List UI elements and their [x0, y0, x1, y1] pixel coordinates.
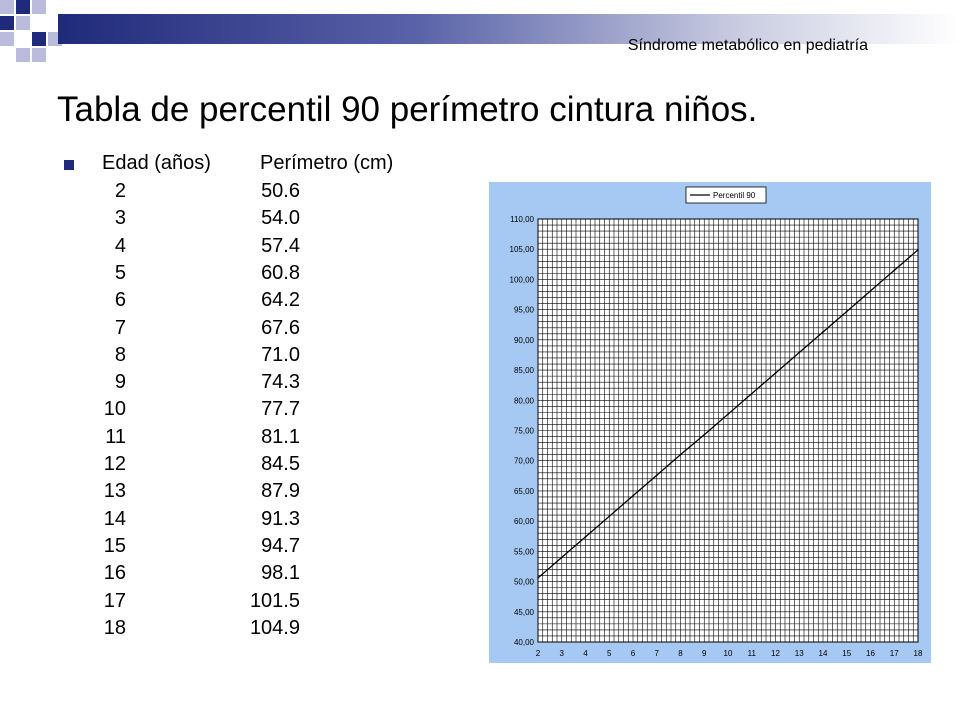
decor-square — [32, 32, 46, 46]
slide-title: Tabla de percentil 90 perímetro cintura niños. — [57, 90, 758, 129]
table-cell-age: 12 — [103, 453, 126, 475]
x-tick-label: 17 — [889, 649, 899, 658]
decor-square — [32, 0, 46, 14]
table-cell-age: 8 — [114, 343, 126, 366]
table-cell-perimeter: 54.0 — [261, 207, 300, 230]
data-point — [798, 352, 800, 354]
data-point — [703, 434, 705, 436]
decor-square — [16, 0, 30, 14]
y-tick-label: 50,00 — [513, 577, 534, 587]
data-point — [680, 454, 682, 456]
y-tick-label: 95,00 — [513, 305, 534, 315]
x-tick-label: 14 — [818, 649, 828, 658]
table-cell-age: 2 — [114, 180, 126, 202]
x-tick-label: 13 — [794, 649, 804, 658]
table-cell-age: 3 — [114, 207, 126, 230]
table-cell-perimeter: 98.1 — [261, 562, 300, 585]
y-tick-label: 70,00 — [513, 456, 534, 466]
x-tick-label: 2 — [535, 649, 541, 658]
y-tick-label: 90,00 — [513, 335, 534, 345]
data-point — [632, 495, 634, 497]
decor-square — [16, 48, 30, 62]
data-point — [917, 249, 919, 251]
table-cell-age: 9 — [114, 371, 126, 394]
x-tick-label: 12 — [771, 649, 780, 658]
table-cell-age: 5 — [114, 261, 126, 284]
table-cell-age: 6 — [114, 289, 126, 312]
bullet-square-icon — [64, 160, 74, 170]
data-point — [870, 290, 872, 292]
x-tick-label: 18 — [913, 649, 923, 658]
table-cell-age: 17 — [103, 589, 126, 612]
table-cell-perimeter: 60.8 — [261, 261, 300, 284]
table-cell-perimeter: 101.5 — [249, 589, 300, 612]
table-cell-perimeter: 77.7 — [261, 398, 300, 421]
y-tick-label: 55,00 — [513, 547, 534, 557]
table-cell-perimeter: 84.5 — [261, 453, 300, 475]
column-header-age: Edad (años) — [102, 152, 211, 174]
table-cell-perimeter: 87.9 — [261, 480, 300, 503]
table-cell-age: 18 — [103, 616, 126, 639]
table-cell-perimeter: 67.6 — [261, 316, 300, 339]
line-chart — [489, 182, 931, 663]
table-cell-perimeter: 74.3 — [261, 371, 300, 394]
decor-square — [32, 48, 46, 62]
data-point — [893, 270, 895, 272]
decor-square — [16, 16, 30, 30]
x-tick-label: 8 — [678, 649, 683, 658]
table-cell-perimeter: 64.2 — [261, 289, 300, 312]
slide-subtitle: Síndrome metabólico en pediatría — [627, 37, 868, 54]
table-cell-age: 7 — [114, 316, 126, 339]
x-tick-label: 9 — [702, 649, 707, 658]
table-cell-perimeter: 50.6 — [261, 180, 300, 202]
table-cell-age: 11 — [105, 425, 126, 448]
y-tick-label: 60,00 — [513, 517, 534, 527]
table-cell-perimeter: 81.1 — [261, 425, 300, 448]
x-tick-label: 15 — [842, 649, 852, 658]
legend-label: Percentil 90 — [713, 191, 756, 200]
data-point — [775, 372, 777, 374]
x-tick-label: 6 — [630, 649, 636, 658]
decor-square — [0, 0, 14, 14]
y-tick-label: 80,00 — [513, 396, 534, 406]
table-cell-perimeter: 94.7 — [261, 534, 300, 557]
data-point — [846, 311, 848, 313]
x-tick-label: 10 — [723, 649, 733, 658]
table-cell-age: 10 — [103, 398, 126, 421]
data-point — [537, 577, 539, 579]
y-tick-label: 75,00 — [513, 426, 534, 436]
y-tick-label: 85,00 — [513, 366, 534, 376]
x-tick-label: 16 — [866, 649, 875, 658]
y-tick-label: 65,00 — [513, 486, 534, 496]
table-cell-perimeter: 57.4 — [261, 234, 300, 257]
data-point — [822, 331, 824, 333]
decor-square — [0, 16, 14, 30]
y-tick-label: 100,00 — [509, 275, 534, 285]
y-tick-label: 105,00 — [509, 245, 534, 255]
x-tick-label: 7 — [654, 649, 659, 658]
data-point — [585, 536, 587, 538]
column-header-perimeter: Perímetro (cm) — [260, 152, 394, 174]
data-point — [751, 393, 753, 395]
data-point — [727, 413, 729, 415]
table-cell-perimeter: 91.3 — [261, 507, 300, 530]
table-cell-age: 16 — [103, 562, 126, 585]
x-tick-label: 4 — [583, 649, 588, 658]
table-cell-age: 15 — [103, 534, 126, 557]
table-cell-age: 13 — [103, 480, 126, 503]
data-point — [561, 557, 563, 559]
x-tick-label: 3 — [559, 649, 564, 658]
table-cell-perimeter: 71.0 — [261, 343, 300, 366]
data-point — [656, 474, 658, 476]
y-tick-label: 45,00 — [513, 607, 534, 617]
table-cell-age: 14 — [103, 507, 126, 530]
chart-panel — [489, 182, 931, 663]
table-cell-age: 4 — [114, 234, 126, 257]
y-tick-label: 110,00 — [510, 215, 534, 224]
table-cell-perimeter: 104.9 — [249, 616, 300, 639]
decor-square — [0, 32, 14, 46]
data-point — [608, 516, 610, 518]
x-tick-label: 5 — [607, 649, 612, 658]
x-tick-label: 11 — [747, 649, 756, 658]
y-tick-label: 40,00 — [513, 638, 534, 647]
